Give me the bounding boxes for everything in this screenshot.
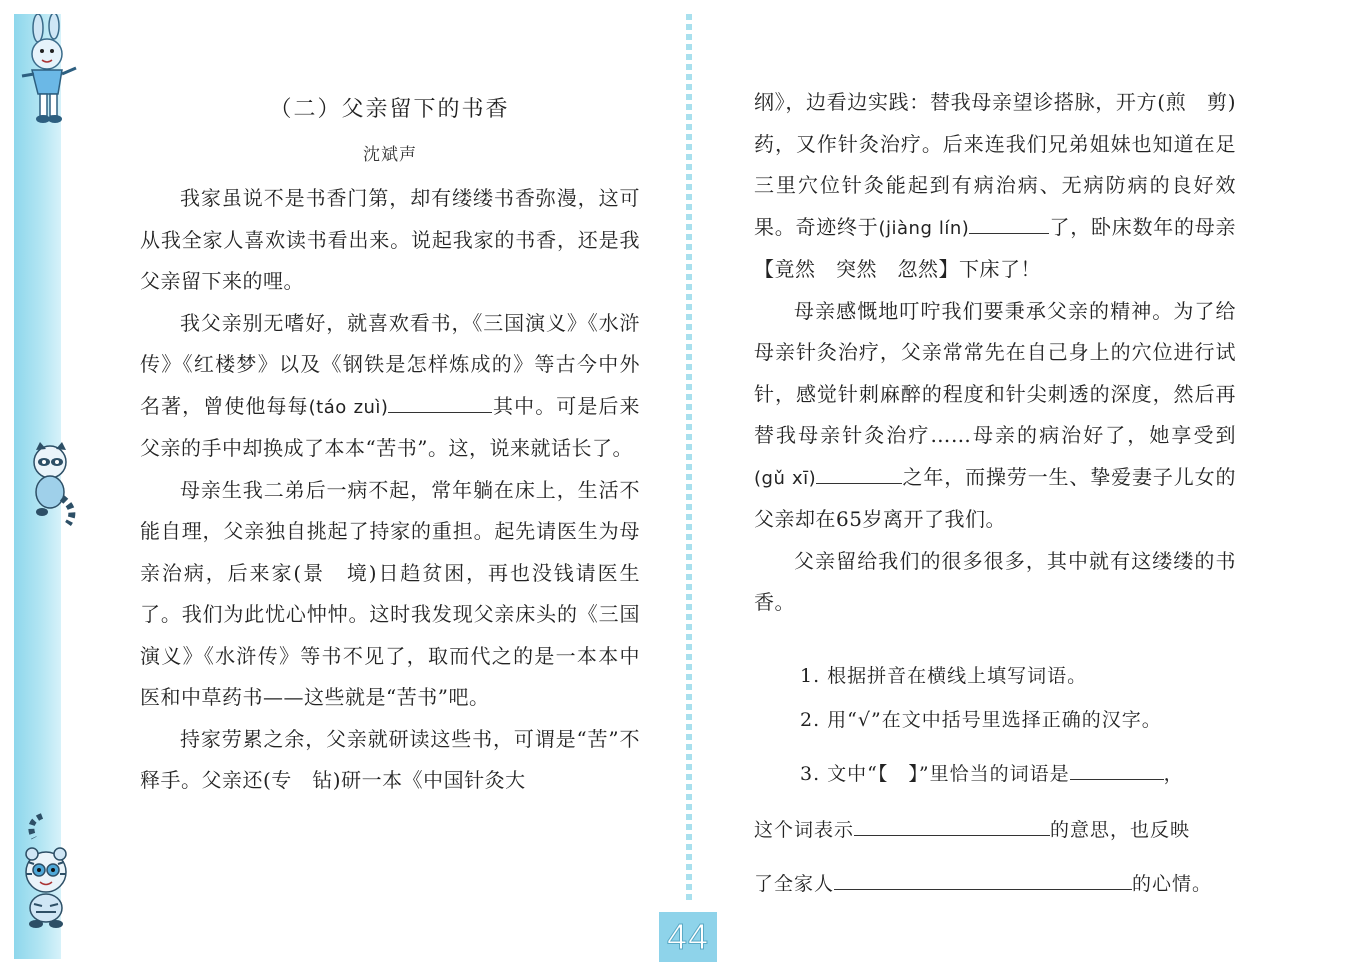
answer-blank-feeling[interactable] <box>834 868 1132 890</box>
question-1: 1. 根据拼音在横线上填写词语。 <box>800 665 1088 687</box>
page-number: 44 <box>666 916 710 957</box>
question-3-line-2 <box>754 810 1236 864</box>
page-number-box <box>659 912 717 962</box>
fill-blank[interactable] <box>969 212 1049 234</box>
paragraph-6 <box>754 291 1236 541</box>
paragraph-5-text-a: 纲》，边看边实践：替我母亲望诊搭脉，开方(煎 剪)药，又作针灸治疗。后来连我们兄弟姐妹也知道在足三里穴位针灸能起到有病治病、无病防病的良好效果。奇迹终于 <box>754 90 1236 239</box>
question-3-text-d: 的意思，也反映 <box>1050 819 1191 841</box>
tiger-mascot-icon <box>12 812 82 932</box>
question-3-line-3 <box>754 864 1236 918</box>
paragraph-2-text-a: 我父亲别无嗜好，就喜欢看书，《三国演义》《水浒传》《红楼梦》以及《钢铁是怎样炼成的》等古今中外名著，曾使他每每 <box>140 310 640 418</box>
paragraph-6-text-b: 之年，而操劳一生、挚爱妻子儿女的父亲却在65岁离开了我们。 <box>754 464 1236 531</box>
paragraph-2-text-b: 其中。可是后来父亲的手中却换成了本本“苦书”。这，说来就话长了。 <box>140 393 641 460</box>
paragraph-2 <box>140 303 640 470</box>
question-3 <box>754 754 1236 810</box>
pinyin-hint: (jiàng lín) <box>878 217 970 239</box>
paragraph-4: 持家劳累之余，父亲就研读这些书，可谓是“苦”不释手。父亲还(专 钻)研一本《中国针灸大 <box>140 726 640 792</box>
pinyin-hint: (gǔ xī) <box>754 467 817 489</box>
paragraph-7: 父亲留给我们的很多很多，其中就有这缕缕的书香。 <box>754 548 1236 614</box>
fill-blank[interactable] <box>388 391 492 413</box>
paragraph-5 <box>754 82 1236 291</box>
question-3-text-b: ， <box>1163 763 1184 785</box>
question-2: 2. 用“√”在文中括号里选择正确的汉字。 <box>800 709 1162 731</box>
question-3-text-f: 的心情。 <box>1132 873 1213 895</box>
right-page <box>754 82 1236 624</box>
left-page <box>140 92 640 802</box>
exercise-questions <box>754 656 1236 918</box>
answer-blank-word[interactable] <box>1070 758 1164 780</box>
question-3-text-a: 3. 文中“【 】”里恰当的词语是 <box>800 763 1070 785</box>
answer-blank-meaning[interactable] <box>854 814 1050 836</box>
paragraph-3: 母亲生我二弟后一病不起，常年躺在床上，生活不能自理，父亲独自挑起了持家的重担。起先请医生为母亲治病，后来家(景 境)日趋贫困，再也没钱请医生了。我们为此忧心忡忡。这时我发现父亲床头的《三国演义》《水浒传》等书不见了，取而代之的是一本本中医和中草药书——这些就是“苦书”吧。 <box>140 477 640 709</box>
paragraph-6-text-a: 母亲感慨地叮咛我们要秉承父亲的精神。为了给母亲针灸治疗，父亲常常先在自己身上的穴位进行试针，感觉针刺麻醉的程度和针尖刺透的深度，然后再替我母亲针灸治疗……母亲的病治好了，她享受到 <box>754 298 1236 447</box>
pinyin-hint: (táo zuì) <box>308 396 389 418</box>
page-spine-divider <box>686 14 692 904</box>
rabbit-mascot-icon <box>14 14 84 126</box>
question-3-text-e: 了全家人 <box>754 873 835 895</box>
fill-blank[interactable] <box>816 462 902 484</box>
paragraph-1: 我家虽说不是书香门第，却有缕缕书香弥漫，这可从我全家人喜欢读书看出来。说起我家的书香，还是我父亲留下来的哩。 <box>140 186 640 293</box>
article-author: 沈斌声 <box>363 145 417 165</box>
article-title: （二）父亲留下的书香 <box>269 97 510 122</box>
raccoon-mascot-icon <box>20 440 82 530</box>
question-3-text-c: 这个词表示 <box>754 819 855 841</box>
paragraph-5-text-b: 了，卧床数年的母亲【竟然 突然 忽然】下床了！ <box>754 214 1237 281</box>
